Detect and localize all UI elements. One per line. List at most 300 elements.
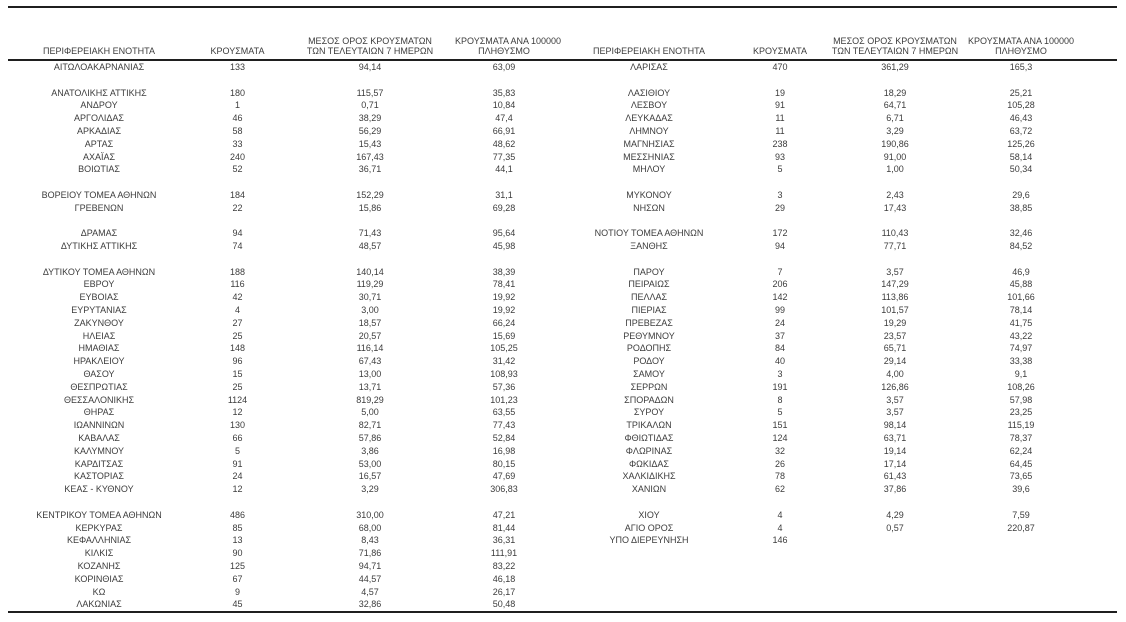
per100k-cell <box>965 573 1117 586</box>
region-name-cell: ΚΕΑΣ - ΚΥΘΝΟΥ <box>64 484 134 495</box>
table-row <box>8 253 1117 266</box>
avg7-cell: 3,57 <box>886 407 904 418</box>
per100k-cell <box>965 560 1117 573</box>
table-row <box>8 87 1117 100</box>
cases-cell: 84 <box>774 343 785 354</box>
cases-cell: 146 <box>772 535 788 546</box>
region-name-cell: ΘΕΣΣΑΛΟΝΙΚΗΣ <box>63 394 135 405</box>
avg7-cell: 8,43 <box>361 535 379 546</box>
per100k-cell: 108,93 <box>490 369 518 380</box>
per100k-cell <box>455 74 563 87</box>
region-name-cell: ΛΑΡΙΣΑΣ <box>630 62 668 72</box>
per100k-cell: 9,1 <box>1014 369 1028 380</box>
avg7-cell: 36,71 <box>358 164 382 175</box>
cases-cell <box>735 176 825 189</box>
region-name-cell: ΚΑΛΥΜΝΟΥ <box>73 445 125 456</box>
cases-cell: 133 <box>229 62 246 72</box>
cases-cell: 5 <box>234 445 240 456</box>
per100k-cell: 74,97 <box>1009 343 1033 354</box>
per100k-cell: 108,26 <box>1007 381 1035 392</box>
col-header-avg7-right <box>825 7 965 60</box>
col-header-per100k-left <box>455 7 563 60</box>
table-row <box>8 189 1117 202</box>
cases-cell: 148 <box>229 343 246 354</box>
region-name-cell: ΙΩΑΝΝΙΝΩΝ <box>73 420 125 431</box>
col-header-label: ΚΡΟΥΣΜΑΤΑ <box>753 46 807 56</box>
table-row <box>8 291 1117 304</box>
avg7-cell: 152,29 <box>356 189 384 200</box>
cases-cell: 29 <box>774 202 785 213</box>
cases-cell: 7 <box>777 266 783 277</box>
avg7-cell: 4,00 <box>886 369 904 380</box>
avg7-cell: 5,00 <box>361 407 379 418</box>
per100k-cell: 41,75 <box>1009 317 1033 328</box>
region-name-cell: ΠΡΕΒΕΖΑΣ <box>625 317 673 328</box>
avg7-cell: 48,57 <box>358 241 382 252</box>
cases-cell: 94 <box>774 241 785 252</box>
col-header-label-line2: ΠΛΗΘΥΣΜΟ <box>995 46 1047 56</box>
table-row <box>8 176 1117 189</box>
cases-cell <box>190 253 285 266</box>
region-name-cell: ΣΠΟΡΑΔΩΝ <box>624 394 674 405</box>
region-name-cell: ΘΑΣΟΥ <box>83 369 115 380</box>
col-header-label-line2: ΤΩΝ ΤΕΛΕΥΤΑΙΩΝ 7 ΗΜΕΡΩΝ <box>831 46 959 56</box>
cases-cell: 184 <box>229 189 246 200</box>
region-name-cell <box>8 215 190 228</box>
avg7-cell: 3,57 <box>886 266 904 277</box>
avg7-cell: 71,43 <box>358 228 382 239</box>
cases-cell: 25 <box>232 381 243 392</box>
table-row <box>8 547 1117 560</box>
table-row <box>8 394 1117 407</box>
cases-cell: 1 <box>234 100 240 111</box>
per100k-cell: 77,35 <box>492 151 516 162</box>
cases-cell: 13 <box>232 535 243 546</box>
region-name-cell: ΛΕΥΚΑΔΑΣ <box>625 113 673 124</box>
table-row <box>8 125 1117 138</box>
region-name-cell: ΛΗΜΝΟΥ <box>629 125 669 136</box>
cases-cell: 42 <box>232 292 243 303</box>
cases-cell: 96 <box>232 356 243 367</box>
per100k-cell: 32,46 <box>1009 228 1033 239</box>
avg7-cell: 68,00 <box>358 522 382 533</box>
region-name-cell: ΜΑΓΝΗΣΙΑΣ <box>623 138 675 149</box>
avg7-cell: 116,14 <box>356 343 384 354</box>
region-name-cell <box>563 586 735 599</box>
cases-cell: 85 <box>232 522 243 533</box>
avg7-cell <box>825 598 965 612</box>
region-name-cell: ΕΒΡΟΥ <box>83 279 115 290</box>
avg7-cell: 29,14 <box>883 356 907 367</box>
region-name-cell <box>563 74 735 87</box>
col-header-label-line1: ΚΡΟΥΣΜΑΤΑ ΑΝΑ 100000 <box>455 36 561 46</box>
region-name-cell: ΠΑΡΟΥ <box>633 266 665 277</box>
avg7-cell: 4,57 <box>361 586 379 597</box>
table-row <box>8 266 1117 279</box>
avg7-cell: 4,29 <box>886 509 904 520</box>
cases-cell: 58 <box>232 125 243 136</box>
region-name-cell: ΘΗΡΑΣ <box>83 407 115 418</box>
avg7-cell: 53,00 <box>358 458 382 469</box>
col-header-region-left <box>8 7 190 60</box>
cases-cell: 4 <box>777 522 783 533</box>
region-name-cell: ΚΕΡΚΥΡΑΣ <box>75 522 123 533</box>
avg7-cell: 65,71 <box>883 343 907 354</box>
per100k-cell: 15,69 <box>492 330 516 341</box>
per100k-cell <box>965 547 1117 560</box>
cases-cell: 116 <box>230 279 245 290</box>
regional-cases-table <box>8 6 1117 613</box>
cases-cell: 45 <box>232 599 243 610</box>
table-row <box>8 355 1117 368</box>
region-name-cell: ΝΟΤΙΟΥ ΤΟΜΕΑ ΑΘΗΝΩΝ <box>594 228 704 239</box>
table-row <box>8 304 1117 317</box>
table-row <box>8 509 1117 522</box>
cases-cell: 9 <box>234 586 240 597</box>
col-header-region-right <box>563 7 735 60</box>
cases-cell: 142 <box>772 292 788 303</box>
avg7-cell: 56,29 <box>358 125 382 136</box>
per100k-cell <box>455 176 563 189</box>
avg7-cell: 44,57 <box>358 573 382 584</box>
avg7-cell: 819,29 <box>356 394 384 405</box>
per100k-cell: 63,72 <box>1009 125 1033 136</box>
avg7-cell: 140,14 <box>356 266 384 277</box>
region-name-cell <box>8 253 190 266</box>
cases-cell: 238 <box>772 138 788 149</box>
avg7-cell: 61,43 <box>883 471 907 482</box>
table-row <box>8 202 1117 215</box>
cases-cell: 78 <box>774 471 785 482</box>
cases-cell: 22 <box>232 202 243 213</box>
per100k-cell: 64,45 <box>1009 458 1033 469</box>
region-name-cell: ΓΡΕΒΕΝΩΝ <box>74 202 124 213</box>
table-row <box>8 419 1117 432</box>
per100k-cell: 39,6 <box>1012 484 1030 495</box>
per100k-cell: 69,28 <box>492 202 516 213</box>
per100k-cell: 78,14 <box>1009 305 1033 316</box>
table-row <box>8 445 1117 458</box>
avg7-cell: 310,00 <box>356 509 384 520</box>
region-name-cell: ΛΕΣΒΟΥ <box>630 100 668 111</box>
avg7-cell: 101,57 <box>881 305 909 316</box>
region-name-cell: ΣΥΡΟΥ <box>633 407 665 418</box>
table-row <box>8 598 1117 612</box>
avg7-cell: 0,57 <box>886 522 904 533</box>
avg7-cell <box>285 496 455 509</box>
avg7-cell: 15,43 <box>358 138 382 149</box>
cases-cell: 130 <box>229 420 246 431</box>
per100k-cell: 31,1 <box>495 189 513 200</box>
cases-cell: 12 <box>232 484 243 495</box>
per100k-cell <box>965 586 1117 599</box>
avg7-cell <box>825 496 965 509</box>
cases-cell: 52 <box>232 164 243 175</box>
per100k-cell: 52,84 <box>492 433 516 444</box>
per100k-cell: 29,6 <box>1012 189 1030 200</box>
region-name-cell <box>563 253 735 266</box>
cases-cell: 240 <box>229 151 246 162</box>
region-name-cell <box>563 573 735 586</box>
per100k-cell: 48,62 <box>492 138 516 149</box>
region-name-cell: ΚΙΛΚΙΣ <box>84 548 114 559</box>
per100k-cell: 220,87 <box>1007 522 1035 533</box>
per100k-cell: 38,39 <box>492 266 516 277</box>
cases-cell: 62 <box>774 484 785 495</box>
per100k-cell: 115,19 <box>1007 420 1035 431</box>
per100k-cell: 105,25 <box>490 343 518 354</box>
region-name-cell: ΠΙΕΡΙΑΣ <box>631 305 667 316</box>
cases-cell <box>190 496 285 509</box>
cases-cell <box>735 573 825 586</box>
avg7-cell <box>825 176 965 189</box>
avg7-cell <box>825 253 965 266</box>
col-header-avg7-left <box>285 7 455 60</box>
cases-cell: 33 <box>232 138 243 149</box>
avg7-cell: 71,86 <box>358 548 382 559</box>
cases-cell: 74 <box>232 241 243 252</box>
avg7-cell: 13,00 <box>358 369 382 380</box>
cases-cell: 125 <box>229 561 246 571</box>
avg7-cell: 94,14 <box>358 62 382 72</box>
cases-cell: 25 <box>232 330 243 341</box>
per100k-cell <box>455 496 563 509</box>
table-row <box>8 470 1117 483</box>
per100k-cell: 33,38 <box>1009 356 1033 367</box>
region-name-cell: ΜΕΣΣΗΝΙΑΣ <box>623 151 675 162</box>
cases-cell <box>190 74 285 87</box>
avg7-cell: 110,43 <box>881 228 909 239</box>
avg7-cell: 3,29 <box>886 125 904 136</box>
per100k-cell: 58,14 <box>1009 151 1033 162</box>
avg7-cell: 119,29 <box>356 279 384 290</box>
table-row <box>8 151 1117 164</box>
per100k-cell <box>965 253 1117 266</box>
region-name-cell: ΒΟΙΩΤΙΑΣ <box>78 164 120 175</box>
region-name-cell: ΔΡΑΜΑΣ <box>80 228 118 239</box>
cases-cell: 3 <box>777 189 783 200</box>
table-row <box>8 330 1117 343</box>
avg7-cell: 67,43 <box>358 356 382 367</box>
avg7-cell: 63,71 <box>883 433 907 444</box>
avg7-cell <box>285 215 455 228</box>
per100k-cell: 80,15 <box>492 458 516 469</box>
table-row <box>8 138 1117 151</box>
region-name-cell: ΡΕΘΥΜΝΟΥ <box>623 330 675 341</box>
avg7-cell: 19,29 <box>883 317 907 328</box>
avg7-cell: 37,86 <box>883 484 907 495</box>
cases-cell: 32 <box>774 445 785 456</box>
per100k-cell: 47,69 <box>492 471 516 482</box>
region-name-cell: ΗΡΑΚΛΕΙΟΥ <box>73 356 125 367</box>
region-name-cell: ΝΗΣΩΝ <box>633 202 665 213</box>
cases-cell: 91 <box>232 458 243 469</box>
table-row <box>8 483 1117 496</box>
per100k-cell: 10,84 <box>492 100 516 111</box>
per100k-cell: 63,09 <box>492 62 516 72</box>
avg7-cell: 167,43 <box>356 151 384 162</box>
region-name-cell: ΕΥΒΟΙΑΣ <box>79 292 119 303</box>
per100k-cell: 7,59 <box>1012 509 1030 520</box>
region-name-cell: ΚΩ <box>92 586 106 597</box>
col-header-label-line2: ΤΩΝ ΤΕΛΕΥΤΑΙΩΝ 7 ΗΜΕΡΩΝ <box>306 46 434 56</box>
region-name-cell: ΦΛΩΡΙΝΑΣ <box>625 445 673 456</box>
avg7-cell: 3,86 <box>361 445 379 456</box>
per100k-cell: 36,31 <box>492 535 516 546</box>
cases-cell: 5 <box>777 164 783 175</box>
col-header-label: ΚΡΟΥΣΜΑΤΑ <box>210 46 265 56</box>
region-name-cell: ΤΡΙΚΑΛΩΝ <box>626 420 672 431</box>
cases-cell: 12 <box>232 407 243 418</box>
region-name-cell: ΑΡΓΟΛΙΔΑΣ <box>74 113 124 124</box>
cases-cell: 4 <box>777 509 783 520</box>
region-name-cell: ΗΜΑΘΙΑΣ <box>78 343 120 354</box>
table-row <box>8 278 1117 291</box>
header-row <box>8 7 1117 60</box>
col-header-label: ΠΕΡΙΦΕΡΕΙΑΚΗ ΕΝΟΤΗΤΑ <box>42 46 156 56</box>
region-name-cell: ΑΝΑΤΟΛΙΚΗΣ ΑΤΤΙΚΗΣ <box>51 87 147 98</box>
per100k-cell: 66,24 <box>492 317 516 328</box>
table-row <box>8 112 1117 125</box>
avg7-cell: 20,57 <box>358 330 382 341</box>
avg7-cell: 77,71 <box>883 241 907 252</box>
per100k-cell: 62,24 <box>1009 445 1033 456</box>
avg7-cell: 15,86 <box>358 202 382 213</box>
avg7-cell <box>825 573 965 586</box>
region-name-cell: ΚΕΝΤΡΙΚΟΥ ΤΟΜΕΑ ΑΘΗΝΩΝ <box>36 509 162 520</box>
avg7-cell: 38,29 <box>358 113 382 124</box>
cases-cell: 40 <box>774 356 785 367</box>
avg7-cell <box>825 534 965 547</box>
avg7-cell: 23,57 <box>883 330 907 341</box>
col-header-label-line2: ΠΛΗΘΥΣΜΟ <box>478 46 530 56</box>
table-row <box>8 560 1117 573</box>
region-name-cell: ΑΝΔΡΟΥ <box>80 100 118 111</box>
table-row <box>8 522 1117 535</box>
avg7-cell: 113,86 <box>881 292 909 303</box>
table-row <box>8 227 1117 240</box>
region-name-cell: ΖΑΚΥΝΘΟΥ <box>74 317 124 328</box>
avg7-cell: 3,00 <box>361 305 379 316</box>
avg7-cell: 17,14 <box>883 458 907 469</box>
cases-cell: 124 <box>772 433 788 444</box>
table-header <box>8 7 1117 60</box>
cases-cell: 90 <box>232 548 243 559</box>
per100k-cell: 44,1 <box>495 164 513 175</box>
cases-cell: 66 <box>232 433 243 444</box>
region-name-cell: ΔΥΤΙΚΟΥ ΤΟΜΕΑ ΑΘΗΝΩΝ <box>42 266 156 277</box>
region-name-cell <box>8 74 190 87</box>
avg7-cell: 82,71 <box>358 420 382 431</box>
table-row <box>8 240 1117 253</box>
per100k-cell <box>965 74 1117 87</box>
avg7-cell: 361,29 <box>881 62 909 72</box>
per100k-cell: 43,22 <box>1009 330 1033 341</box>
table-row <box>8 573 1117 586</box>
region-name-cell: ΕΥΡΥΤΑΝΙΑΣ <box>71 305 127 316</box>
per100k-cell <box>965 215 1117 228</box>
cases-cell: 19 <box>774 87 785 98</box>
avg7-cell <box>825 74 965 87</box>
region-name-cell: ΑΡΤΑΣ <box>84 138 114 149</box>
avg7-cell: 126,86 <box>881 381 909 392</box>
region-name-cell: ΧΑΛΚΙΔΙΚΗΣ <box>622 471 676 482</box>
avg7-cell: 0,71 <box>361 100 379 111</box>
per100k-cell: 45,88 <box>1009 279 1033 290</box>
cases-cell <box>735 598 825 612</box>
region-name-cell: ΔΥΤΙΚΗΣ ΑΤΤΙΚΗΣ <box>60 241 138 252</box>
per100k-cell: 19,92 <box>492 305 516 316</box>
cases-cell: 4 <box>234 305 240 316</box>
table-row <box>8 60 1117 74</box>
table-row <box>8 432 1117 445</box>
table-row <box>8 586 1117 599</box>
per100k-cell: 95,64 <box>492 228 516 239</box>
cases-cell: 206 <box>772 279 788 290</box>
avg7-cell <box>285 253 455 266</box>
per100k-cell: 84,52 <box>1009 241 1033 252</box>
region-name-cell <box>563 598 735 612</box>
region-name-cell: ΜΥΚΟΝΟΥ <box>626 189 672 200</box>
region-name-cell: ΗΛΕΙΑΣ <box>82 330 116 341</box>
col-header-label-line1: ΜΕΣΟΣ ΟΡΟΣ ΚΡΟΥΣΜΑΤΩΝ <box>833 36 957 46</box>
cases-cell: 191 <box>772 381 788 392</box>
per100k-cell <box>965 534 1117 547</box>
table-row <box>8 496 1117 509</box>
per100k-cell: 57,36 <box>492 381 516 392</box>
avg7-cell: 19,14 <box>883 445 907 456</box>
region-name-cell: ΦΘΙΩΤΙΔΑΣ <box>624 433 674 444</box>
per100k-cell: 306,83 <box>490 484 518 495</box>
avg7-cell <box>825 586 965 599</box>
region-name-cell: ΚΕΦΑΛΛΗΝΙΑΣ <box>66 535 132 546</box>
cases-cell: 11 <box>775 113 785 124</box>
cases-cell <box>735 496 825 509</box>
avg7-cell: 98,14 <box>883 420 907 431</box>
table-row <box>8 342 1117 355</box>
cases-cell: 46 <box>232 113 243 124</box>
avg7-cell: 190,86 <box>881 138 909 149</box>
per100k-cell: 83,22 <box>492 561 516 571</box>
region-name-cell: ΚΑΒΑΛΑΣ <box>78 433 120 444</box>
avg7-cell <box>825 547 965 560</box>
avg7-cell: 3,29 <box>361 484 379 495</box>
per100k-cell: 111,91 <box>490 548 518 559</box>
avg7-cell: 16,57 <box>358 471 382 482</box>
cases-cell: 11 <box>775 125 785 136</box>
region-name-cell: ΦΩΚΙΔΑΣ <box>629 458 669 469</box>
cases-cell <box>735 74 825 87</box>
per100k-cell: 26,17 <box>492 586 516 597</box>
region-name-cell: ΚΑΡΔΙΤΣΑΣ <box>74 458 124 469</box>
per100k-cell: 47,4 <box>495 113 513 124</box>
table-row <box>8 215 1117 228</box>
per100k-cell: 125,26 <box>1007 138 1035 149</box>
avg7-cell: 30,71 <box>358 292 382 303</box>
avg7-cell: 115,57 <box>356 87 384 98</box>
per100k-cell: 101,66 <box>1007 292 1035 303</box>
col-header-cases-right <box>735 7 825 60</box>
region-name-cell: ΞΑΝΘΗΣ <box>630 241 668 252</box>
cases-cell: 15 <box>232 369 243 380</box>
per100k-cell: 38,85 <box>1009 202 1033 213</box>
region-name-cell: ΣΑΜΟΥ <box>633 369 665 380</box>
cases-cell: 37 <box>774 330 785 341</box>
per100k-cell: 105,28 <box>1007 100 1035 111</box>
region-name-cell: ΘΕΣΠΡΩΤΙΑΣ <box>70 381 128 392</box>
region-name-cell: ΚΟΖΑΝΗΣ <box>77 561 121 571</box>
per100k-cell: 73,65 <box>1009 471 1033 482</box>
